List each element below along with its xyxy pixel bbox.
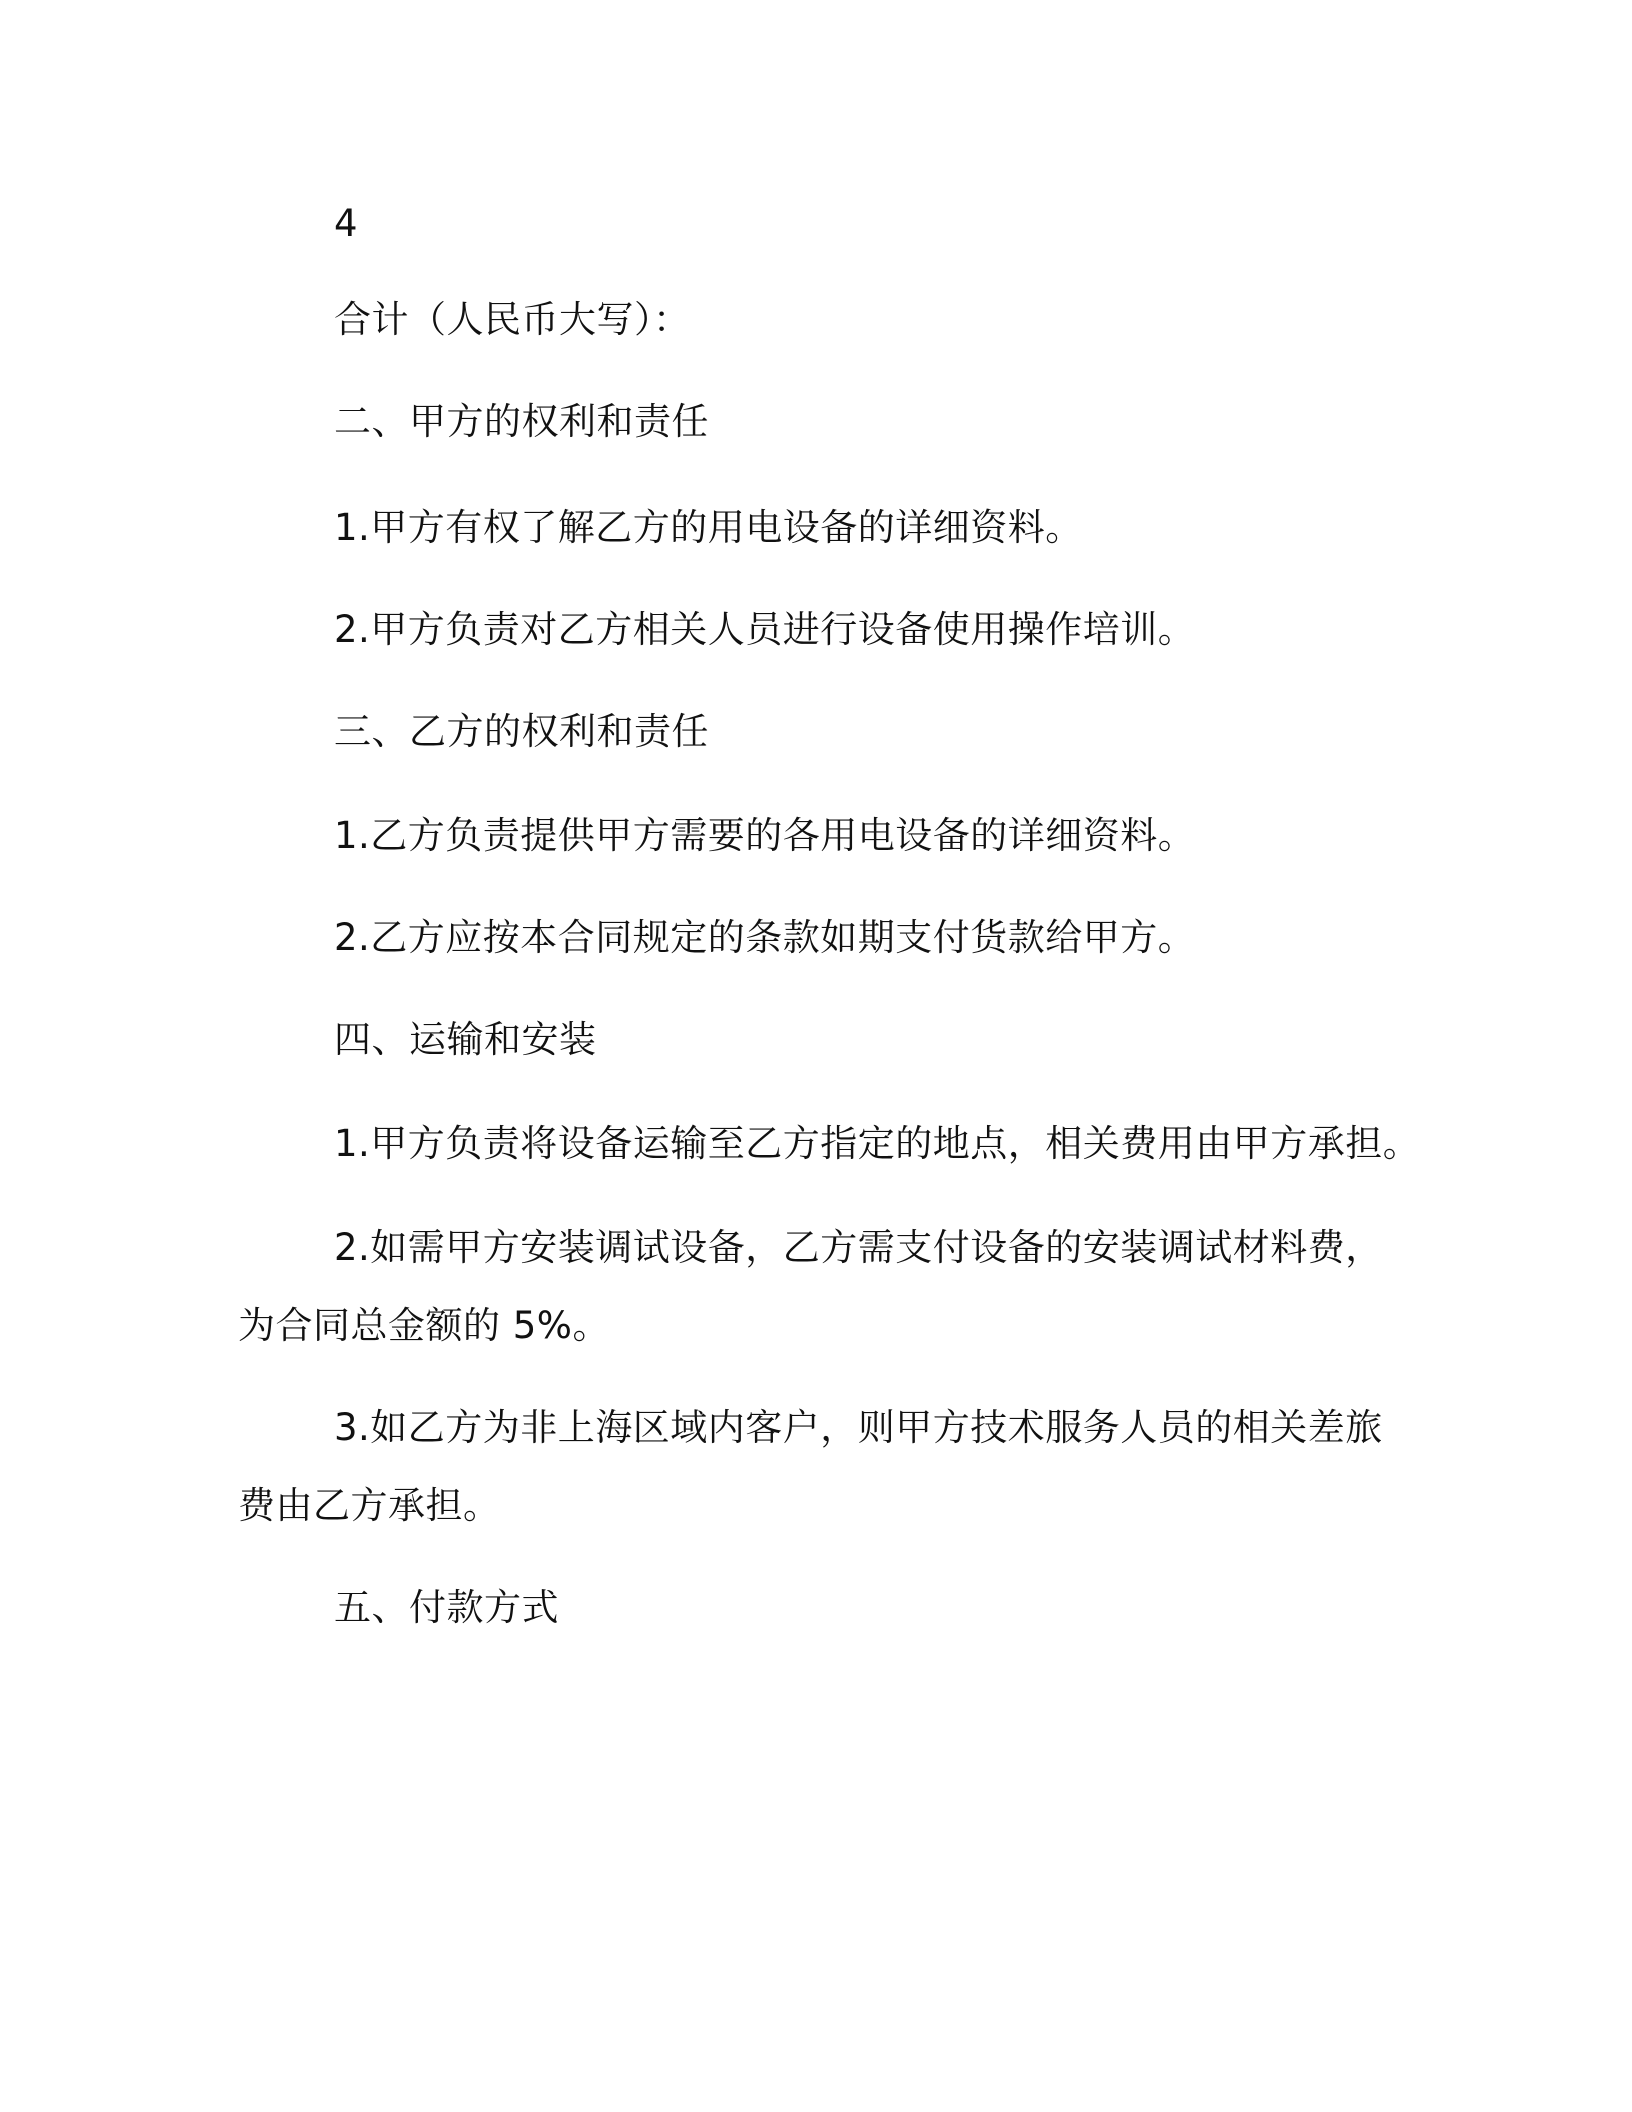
table-row-number: 4 [334, 202, 359, 245]
total-amount-label: 合计（人民币大写）： [334, 298, 691, 341]
clause-3-2: 2.乙方应按本合同规定的条款如期支付货款给甲方。 [334, 916, 1196, 959]
clause-2-1: 1.甲方有权了解乙方的用电设备的详细资料。 [334, 506, 1083, 549]
section-heading-transport-installation: 四、运输和安装 [334, 1018, 597, 1061]
section-heading-party-a-rights: 二、甲方的权利和责任 [334, 400, 709, 443]
clause-2-2: 2.甲方负责对乙方相关人员进行设备使用操作培训。 [334, 608, 1196, 651]
clause-4-3-line-2: 费由乙方承担。 [238, 1484, 501, 1527]
clause-4-1: 1.甲方负责将设备运输至乙方指定的地点，相关费用由甲方承担。 [334, 1122, 1421, 1165]
section-heading-payment-method: 五、付款方式 [334, 1586, 559, 1629]
clause-3-1: 1.乙方负责提供甲方需要的各用电设备的详细资料。 [334, 814, 1196, 857]
clause-4-3-line-1: 3.如乙方为非上海区域内客户，则甲方技术服务人员的相关差旅 [334, 1406, 1383, 1449]
clause-4-2-line-1: 2.如需甲方安装调试设备，乙方需支付设备的安装调试材料费， [334, 1226, 1383, 1269]
clause-4-2-line-2: 为合同总金额的 5%。 [238, 1304, 610, 1347]
section-heading-party-b-rights: 三、乙方的权利和责任 [334, 710, 709, 753]
